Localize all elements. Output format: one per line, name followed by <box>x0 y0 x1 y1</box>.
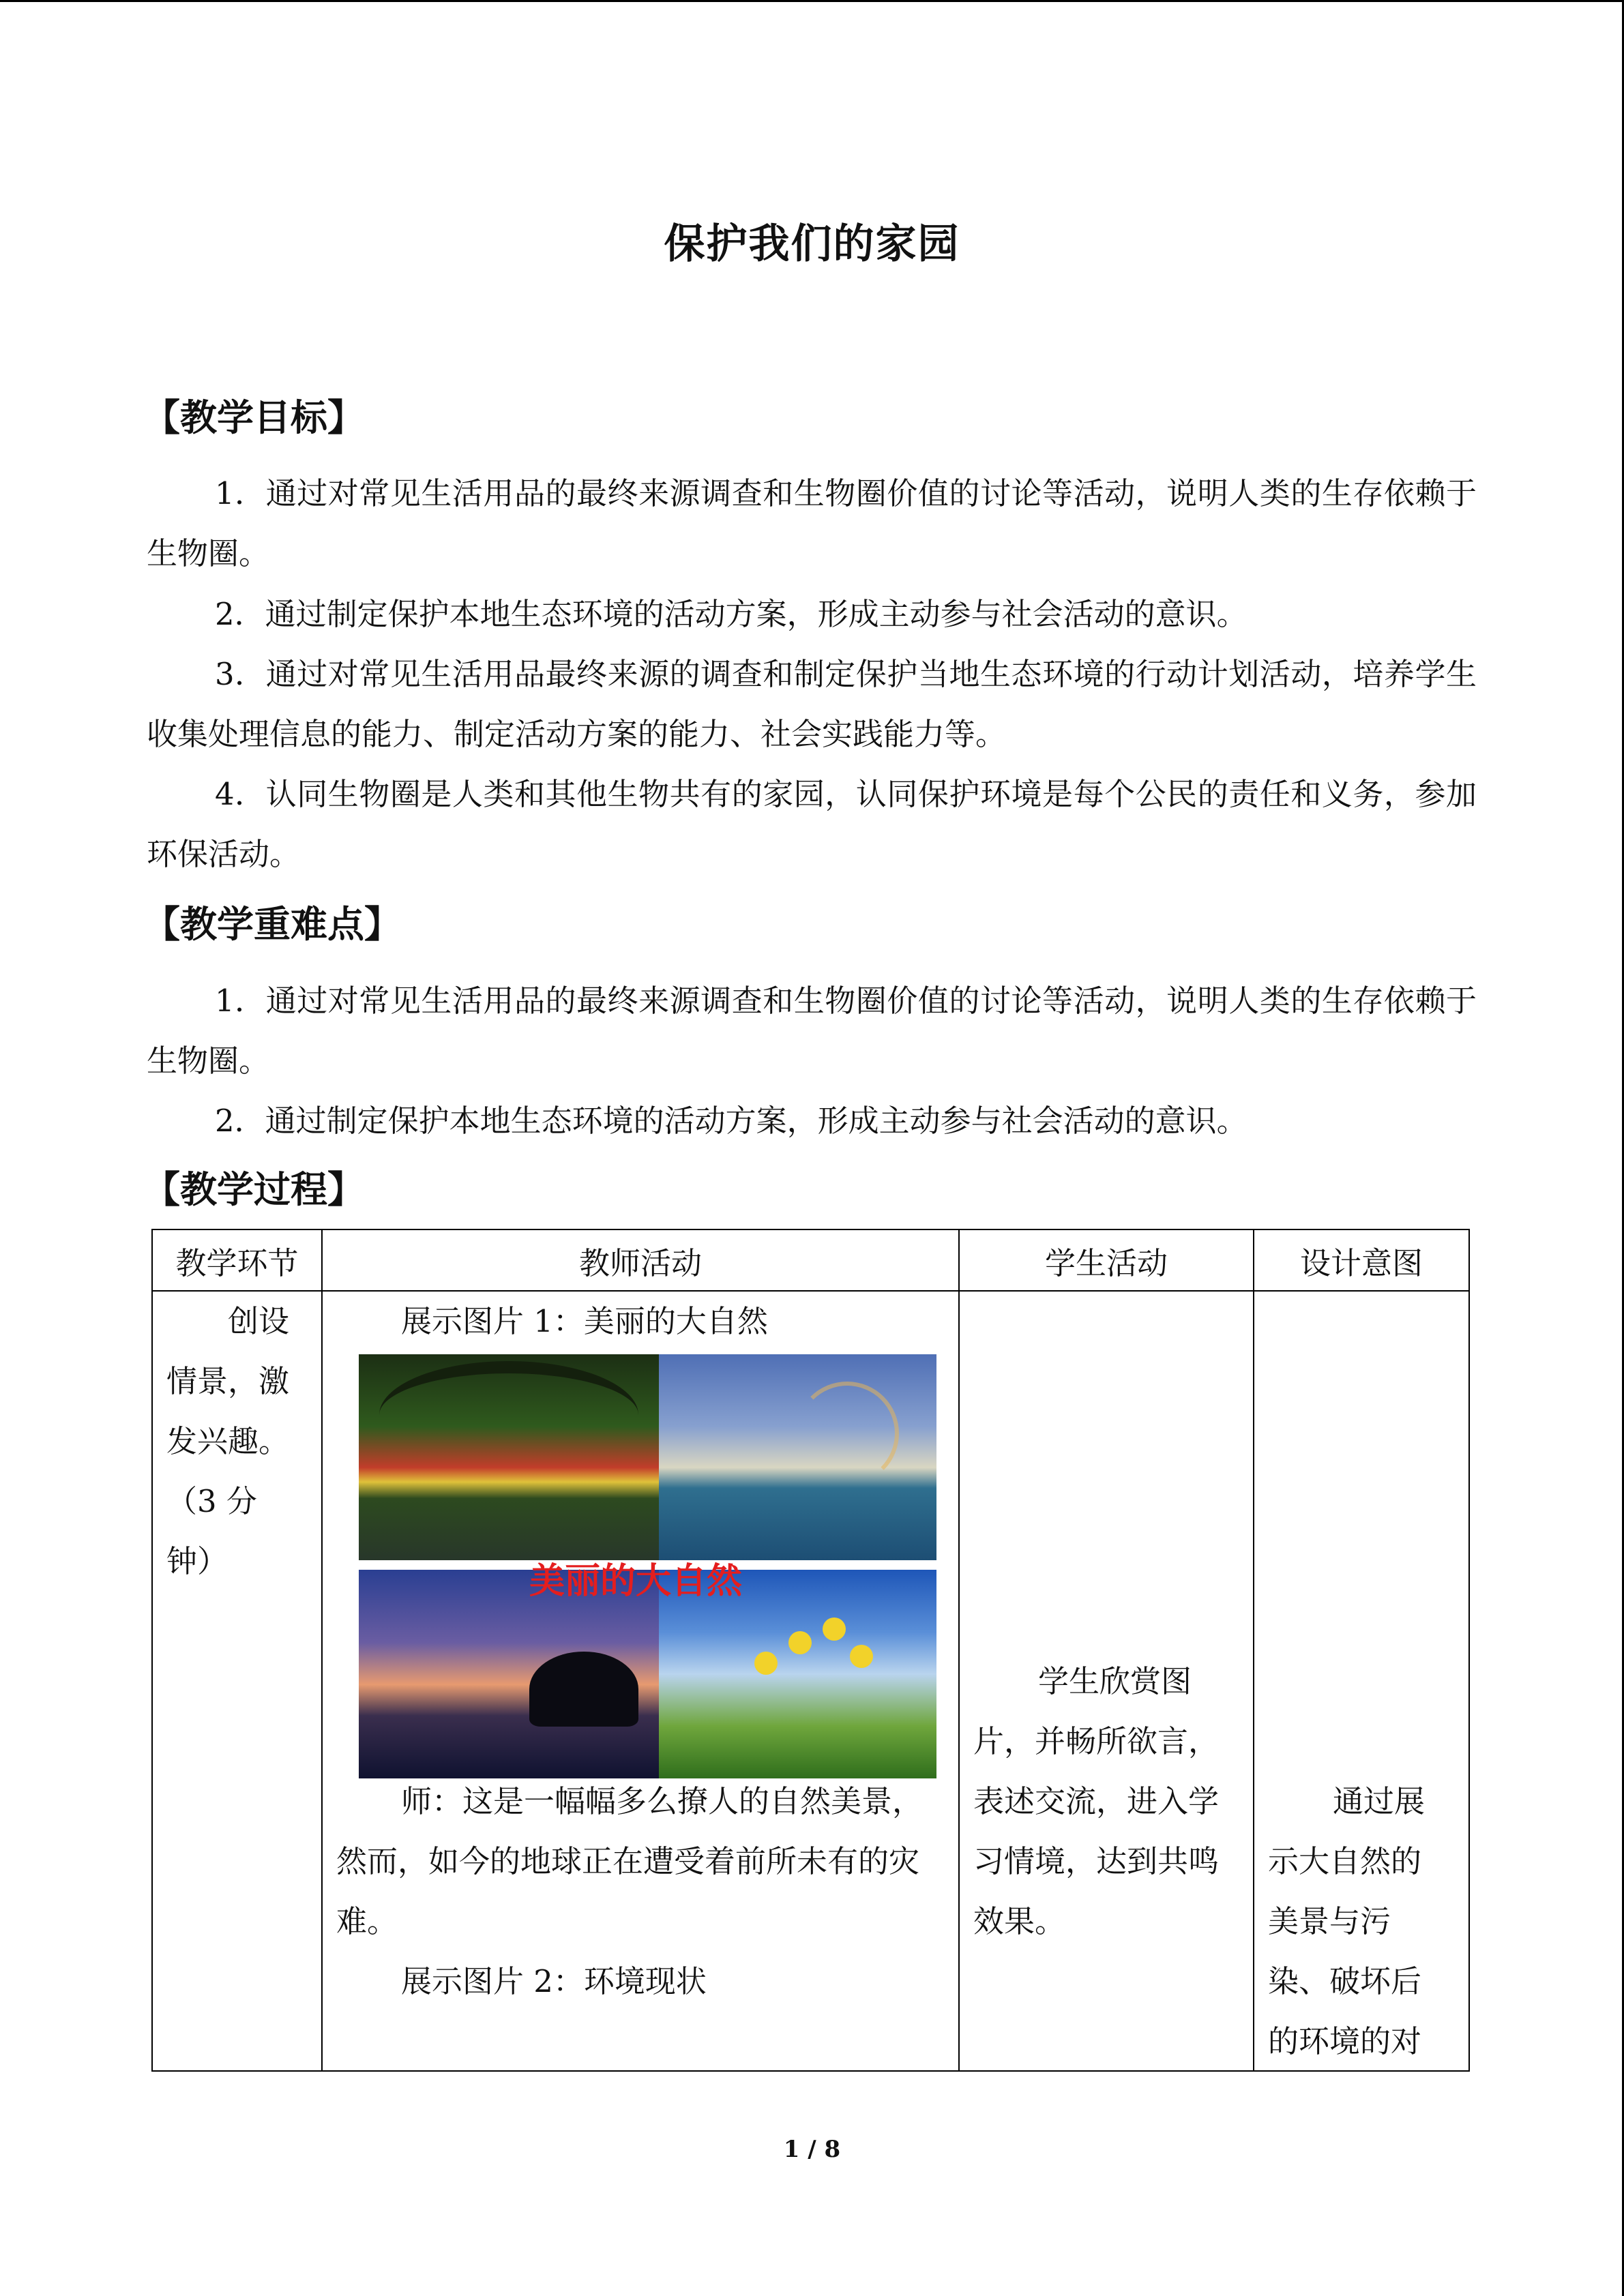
goal-1: 1．通过对常见生活用品的最终来源调查和生物圈价值的讨论等活动，说明人类的生存依赖于生物圈。 <box>147 475 1477 571</box>
park-lake-photo <box>359 1354 659 1560</box>
keypoint-1: 1．通过对常见生活用品的最终来源调查和生物圈价值的讨论等活动，说明人类的生存依赖于生物圈。 <box>147 983 1477 1079</box>
header-student: 学生活动 <box>959 1229 1254 1291</box>
header-stage: 教学环节 <box>152 1229 322 1291</box>
cell-student <box>959 1291 1254 2071</box>
beach-city-photo <box>659 1354 936 1560</box>
section-process-heading: 【教学过程】 <box>143 1168 364 1211</box>
teacher-intro: 展示图片 1：美丽的大自然 <box>401 1303 768 1339</box>
student-activity: 学生欣赏图片，并畅所欲言，表述交流，进入学习情境，达到共鸣效果。 <box>973 1663 1220 1939</box>
sea-rock-shape <box>529 1652 638 1727</box>
flower-shape <box>823 1617 846 1641</box>
tree-branch-shape <box>379 1361 638 1469</box>
flower-shape <box>850 1645 873 1668</box>
teacher-next: 展示图片 2：环境现状 <box>401 1963 707 1999</box>
header-teacher: 教师活动 <box>322 1229 959 1291</box>
teacher-speech: 师：这是一幅幅多么撩人的自然美景，然而，如今的地球正在遭受着前所未有的灾难。 <box>336 1783 924 1939</box>
flower-shape <box>754 1652 778 1675</box>
keypoint-2: 2．通过制定保护本地生态环境的活动方案，形成主动参与社会活动的意识。 <box>215 1103 1247 1139</box>
section-keypoints-heading: 【教学重难点】 <box>143 903 401 946</box>
stage-text: 创设情景，激发兴趣。（3 分钟） <box>166 1303 290 1579</box>
top-border <box>0 0 1624 2</box>
goal-4: 4．认同生物圈是人类和其他生物共有的家园，认同保护环境是每个公民的责任和义务，参加环保活动。 <box>147 776 1477 872</box>
nature-photo-collage <box>359 1354 936 1778</box>
cell-intent <box>1254 1291 1469 2071</box>
design-intent: 通过展示大自然的美景与污染、破坏后的环境的对 <box>1268 1783 1426 2059</box>
image-caption: 美丽的大自然 <box>529 1560 743 1602</box>
page-title: 保护我们的家园 <box>664 220 960 268</box>
goal-3: 3．通过对常见生活用品最终来源的调查和制定保护当地生态环境的行动计划活动，培养学生收集处理信息的能力、制定活动方案的能力、社会实践能力等。 <box>147 656 1477 752</box>
process-table <box>151 1229 1470 2072</box>
rainbow-shape <box>795 1382 899 1485</box>
flower-shape <box>788 1631 812 1654</box>
cell-teacher <box>322 1291 959 2071</box>
cell-stage <box>152 1291 322 2071</box>
goal-2: 2．通过制定保护本地生态环境的活动方案，形成主动参与社会活动的意识。 <box>215 596 1247 632</box>
table-header-row <box>152 1229 1469 1291</box>
page-number: 1 / 8 <box>783 2136 841 2163</box>
section-goals-heading: 【教学目标】 <box>143 396 364 439</box>
header-intent: 设计意图 <box>1254 1229 1469 1291</box>
table-row <box>152 1291 1469 2071</box>
